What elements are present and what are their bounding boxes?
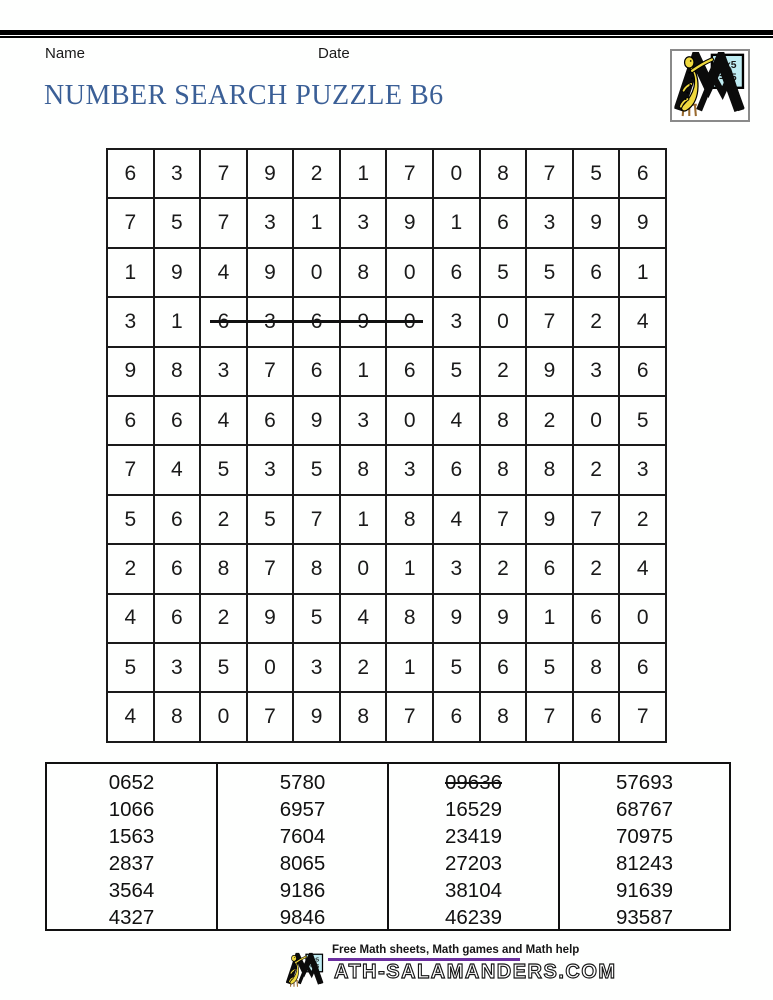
grid-cell[interactable]: 1: [293, 198, 340, 247]
grid-cell[interactable]: 7: [619, 692, 666, 742]
grid-cell[interactable]: 7: [386, 149, 433, 198]
grid-cell[interactable]: 8: [480, 692, 527, 742]
grid-cell[interactable]: 1: [386, 643, 433, 692]
number-list-item[interactable]: 93587: [615, 906, 673, 929]
footer-sitename[interactable]: [318, 961, 617, 983]
grid-row: [107, 198, 666, 247]
grid-cell[interactable]: 7: [526, 692, 573, 742]
grid-cell[interactable]: 6: [433, 692, 480, 742]
grid-row: [107, 643, 666, 692]
grid-cell[interactable]: 4: [107, 594, 154, 643]
grid-cell[interactable]: 3: [619, 445, 666, 494]
number-search-grid: [106, 148, 667, 743]
grid-cell[interactable]: 4: [154, 445, 201, 494]
grid-cell[interactable]: 3: [293, 643, 340, 692]
footer: [286, 944, 617, 993]
grid-cell[interactable]: 6: [433, 248, 480, 297]
grid-cell[interactable]: 4: [200, 248, 247, 297]
number-list-column: [387, 764, 558, 929]
grid-cell[interactable]: 3: [386, 445, 433, 494]
grid-cell[interactable]: 6: [480, 643, 527, 692]
grid-cell[interactable]: 4: [619, 544, 666, 593]
grid-cell[interactable]: 3: [526, 198, 573, 247]
grid-cell[interactable]: 6: [573, 692, 620, 742]
grid-cell[interactable]: 7: [247, 544, 294, 593]
number-list-item[interactable]: 09636: [444, 771, 502, 794]
number-list-item[interactable]: 8065: [279, 852, 326, 875]
grid-cell[interactable]: 5: [433, 347, 480, 396]
grid-cell[interactable]: 5: [619, 396, 666, 445]
grid-cell[interactable]: 6: [293, 347, 340, 396]
grid-cell[interactable]: 2: [573, 297, 620, 346]
grid-cell[interactable]: 9: [573, 198, 620, 247]
number-list-item[interactable]: 91639: [615, 879, 673, 902]
grid-cell[interactable]: 9: [154, 248, 201, 297]
grid-cell[interactable]: 8: [526, 445, 573, 494]
grid-cell[interactable]: 8: [386, 495, 433, 544]
grid-cell[interactable]: 3: [247, 445, 294, 494]
grid-cell[interactable]: 0: [480, 297, 527, 346]
grid-cell[interactable]: 1: [340, 495, 387, 544]
grid-cell[interactable]: 4: [619, 297, 666, 346]
grid-cell[interactable]: 3: [573, 347, 620, 396]
grid-cell[interactable]: 7: [107, 198, 154, 247]
grid-row: [107, 495, 666, 544]
grid-row: [107, 248, 666, 297]
grid-cell[interactable]: 9: [247, 594, 294, 643]
grid-cell[interactable]: 7: [200, 149, 247, 198]
grid-cell[interactable]: 1: [526, 594, 573, 643]
grid-cell[interactable]: 5: [573, 149, 620, 198]
grid-cell[interactable]: 9: [107, 347, 154, 396]
grid-cell[interactable]: 8: [154, 347, 201, 396]
grid-cell[interactable]: 2: [573, 445, 620, 494]
grid-body: [107, 149, 666, 742]
grid-cell[interactable]: 5: [200, 643, 247, 692]
grid-cell[interactable]: 5: [200, 445, 247, 494]
grid-cell[interactable]: 6: [154, 544, 201, 593]
m-logo-icon: [304, 959, 334, 985]
grid-cell[interactable]: 4: [433, 495, 480, 544]
grid-cell[interactable]: 5: [526, 248, 573, 297]
grid-cell[interactable]: 7: [107, 445, 154, 494]
grid-cell[interactable]: 0: [386, 396, 433, 445]
grid-cell[interactable]: 7: [526, 297, 573, 346]
number-list-item[interactable]: 81243: [615, 852, 673, 875]
number-list-item[interactable]: 2837: [108, 852, 155, 875]
grid-cell[interactable]: 3: [154, 643, 201, 692]
grid-cell[interactable]: 6: [154, 396, 201, 445]
grid-cell[interactable]: 3: [340, 396, 387, 445]
grid-cell[interactable]: 6: [573, 594, 620, 643]
grid-cell[interactable]: 5: [293, 594, 340, 643]
grid-cell[interactable]: 6: [107, 396, 154, 445]
grid-cell[interactable]: 0: [340, 544, 387, 593]
footer-tagline: Free Math sheets, Math games and Math help: [332, 944, 580, 956]
number-list-item[interactable]: 9186: [279, 879, 326, 902]
grid-cell[interactable]: 6: [433, 445, 480, 494]
name-label: Name: [45, 45, 86, 62]
grid-cell[interactable]: 9: [293, 396, 340, 445]
number-list-item[interactable]: 7604: [279, 825, 326, 848]
grid-cell[interactable]: 6: [526, 544, 573, 593]
salamander-logo-icon: [674, 52, 746, 117]
grid-cell[interactable]: 5: [526, 643, 573, 692]
number-list-column: [216, 764, 387, 929]
number-list-item[interactable]: 0652: [108, 771, 155, 794]
number-list-box: [45, 762, 731, 931]
grid-cell[interactable]: 9: [526, 495, 573, 544]
number-list-item[interactable]: 16529: [444, 798, 502, 821]
grid-cell[interactable]: 8: [480, 396, 527, 445]
grid-cell[interactable]: 1: [154, 297, 201, 346]
grid-cell[interactable]: 5: [480, 248, 527, 297]
grid-cell[interactable]: 9: [480, 594, 527, 643]
grid-cell[interactable]: 3: [200, 347, 247, 396]
grid-cell[interactable]: 8: [340, 248, 387, 297]
grid-cell[interactable]: 5: [247, 495, 294, 544]
grid-cell[interactable]: 4: [200, 396, 247, 445]
grid-cell[interactable]: 6: [154, 594, 201, 643]
grid-cell[interactable]: 3: [340, 198, 387, 247]
grid-cell[interactable]: 1: [433, 198, 480, 247]
grid-cell[interactable]: 2: [200, 594, 247, 643]
number-list-item[interactable]: 1563: [108, 825, 155, 848]
grid-cell[interactable]: 4: [433, 396, 480, 445]
grid-row: [107, 347, 666, 396]
grid-cell[interactable]: 2: [107, 544, 154, 593]
grid-row: [107, 445, 666, 494]
grid-cell[interactable]: 9: [247, 149, 294, 198]
grid-cell[interactable]: 6: [247, 396, 294, 445]
grid-cell[interactable]: 2: [619, 495, 666, 544]
grid-cell[interactable]: 0: [573, 396, 620, 445]
grid-cell[interactable]: 8: [480, 445, 527, 494]
grid-cell[interactable]: 6: [154, 495, 201, 544]
number-list-item[interactable]: 9846: [279, 906, 326, 929]
grid-row: [107, 692, 666, 742]
grid-cell[interactable]: 9: [433, 594, 480, 643]
grid-cell[interactable]: 0: [247, 643, 294, 692]
grid-cell[interactable]: 4: [340, 594, 387, 643]
grid-row: [107, 544, 666, 593]
grid-cell[interactable]: 6: [619, 149, 666, 198]
number-list-item[interactable]: 23419: [444, 825, 502, 848]
grid-cell[interactable]: 6: [573, 248, 620, 297]
number-list-item[interactable]: 4327: [108, 906, 155, 929]
grid-cell[interactable]: 7: [247, 347, 294, 396]
math-salamanders-logo: [670, 49, 750, 122]
grid-cell[interactable]: 9: [386, 198, 433, 247]
grid-cell[interactable]: 9: [247, 248, 294, 297]
grid-cell[interactable]: 8: [573, 643, 620, 692]
grid-cell[interactable]: 6: [619, 347, 666, 396]
grid-cell[interactable]: 6: [107, 149, 154, 198]
grid-cell[interactable]: 8: [386, 594, 433, 643]
grid-cell[interactable]: 0: [200, 692, 247, 742]
grid-cell[interactable]: 7: [480, 495, 527, 544]
grid-strike-line: [210, 320, 424, 323]
grid-cell[interactable]: 2: [200, 495, 247, 544]
grid-cell[interactable]: 1: [340, 149, 387, 198]
grid-cell[interactable]: 3: [433, 297, 480, 346]
grid-cell[interactable]: 5: [154, 198, 201, 247]
number-list-item[interactable]: 27203: [444, 852, 502, 875]
date-label: Date: [318, 45, 350, 62]
grid-cell[interactable]: 8: [340, 445, 387, 494]
grid-row: [107, 149, 666, 198]
grid-cell[interactable]: 5: [433, 643, 480, 692]
grid-row: [107, 396, 666, 445]
grid-cell[interactable]: 7: [200, 198, 247, 247]
grid-cell[interactable]: 0: [433, 149, 480, 198]
grid-cell[interactable]: 5: [293, 445, 340, 494]
grid-cell[interactable]: 2: [293, 149, 340, 198]
grid-cell[interactable]: 8: [340, 692, 387, 742]
grid-cell[interactable]: 2: [340, 643, 387, 692]
grid-cell[interactable]: 8: [293, 544, 340, 593]
grid-cell[interactable]: 7: [386, 692, 433, 742]
grid-cell[interactable]: 4: [107, 692, 154, 742]
grid-cell[interactable]: 7: [573, 495, 620, 544]
grid-cell[interactable]: 3: [433, 544, 480, 593]
footer-site-text: ATH-SALAMANDERS.COM: [334, 961, 617, 983]
grid-cell[interactable]: 1: [619, 248, 666, 297]
grid-cell[interactable]: 9: [619, 198, 666, 247]
number-list-item[interactable]: 38104: [444, 879, 502, 902]
number-list-item[interactable]: 3564: [108, 879, 155, 902]
number-list-item[interactable]: 5780: [279, 771, 326, 794]
grid-cell[interactable]: 5: [107, 643, 154, 692]
grid-cell[interactable]: 3: [154, 149, 201, 198]
grid-row: [107, 594, 666, 643]
grid-cell[interactable]: 6: [480, 198, 527, 247]
number-list-item[interactable]: 46239: [444, 906, 502, 929]
grid-cell[interactable]: 3: [247, 198, 294, 247]
grid-cell[interactable]: 2: [526, 396, 573, 445]
grid-cell[interactable]: 2: [573, 544, 620, 593]
number-list-column: [47, 764, 216, 929]
grid-cell[interactable]: 1: [107, 248, 154, 297]
page-title: NUMBER SEARCH PUZZLE B6: [44, 80, 444, 111]
grid-cell[interactable]: 7: [293, 495, 340, 544]
grid-cell[interactable]: 9: [293, 692, 340, 742]
grid-cell[interactable]: 6: [386, 347, 433, 396]
number-list-item[interactable]: 70975: [615, 825, 673, 848]
top-divider-rule: [0, 30, 773, 38]
grid-cell[interactable]: 7: [247, 692, 294, 742]
grid-cell[interactable]: 1: [340, 347, 387, 396]
grid-cell[interactable]: 3: [107, 297, 154, 346]
grid-cell[interactable]: 5: [107, 495, 154, 544]
grid-cell[interactable]: 6: [619, 643, 666, 692]
number-list-item[interactable]: 6957: [279, 798, 326, 821]
grid-cell[interactable]: 2: [480, 544, 527, 593]
grid-cell[interactable]: 7: [526, 149, 573, 198]
number-list-item[interactable]: 57693: [615, 771, 673, 794]
number-list-item[interactable]: 1066: [108, 798, 155, 821]
number-list-column: [558, 764, 729, 929]
grid-cell[interactable]: 8: [154, 692, 201, 742]
grid-cell[interactable]: 0: [386, 248, 433, 297]
grid-cell[interactable]: 8: [480, 149, 527, 198]
grid-cell[interactable]: 2: [480, 347, 527, 396]
grid-cell[interactable]: 9: [526, 347, 573, 396]
number-list-item[interactable]: 68767: [615, 798, 673, 821]
grid-cell[interactable]: 0: [293, 248, 340, 297]
grid-cell[interactable]: 8: [200, 544, 247, 593]
grid-cell[interactable]: 1: [386, 544, 433, 593]
grid-cell[interactable]: 0: [619, 594, 666, 643]
